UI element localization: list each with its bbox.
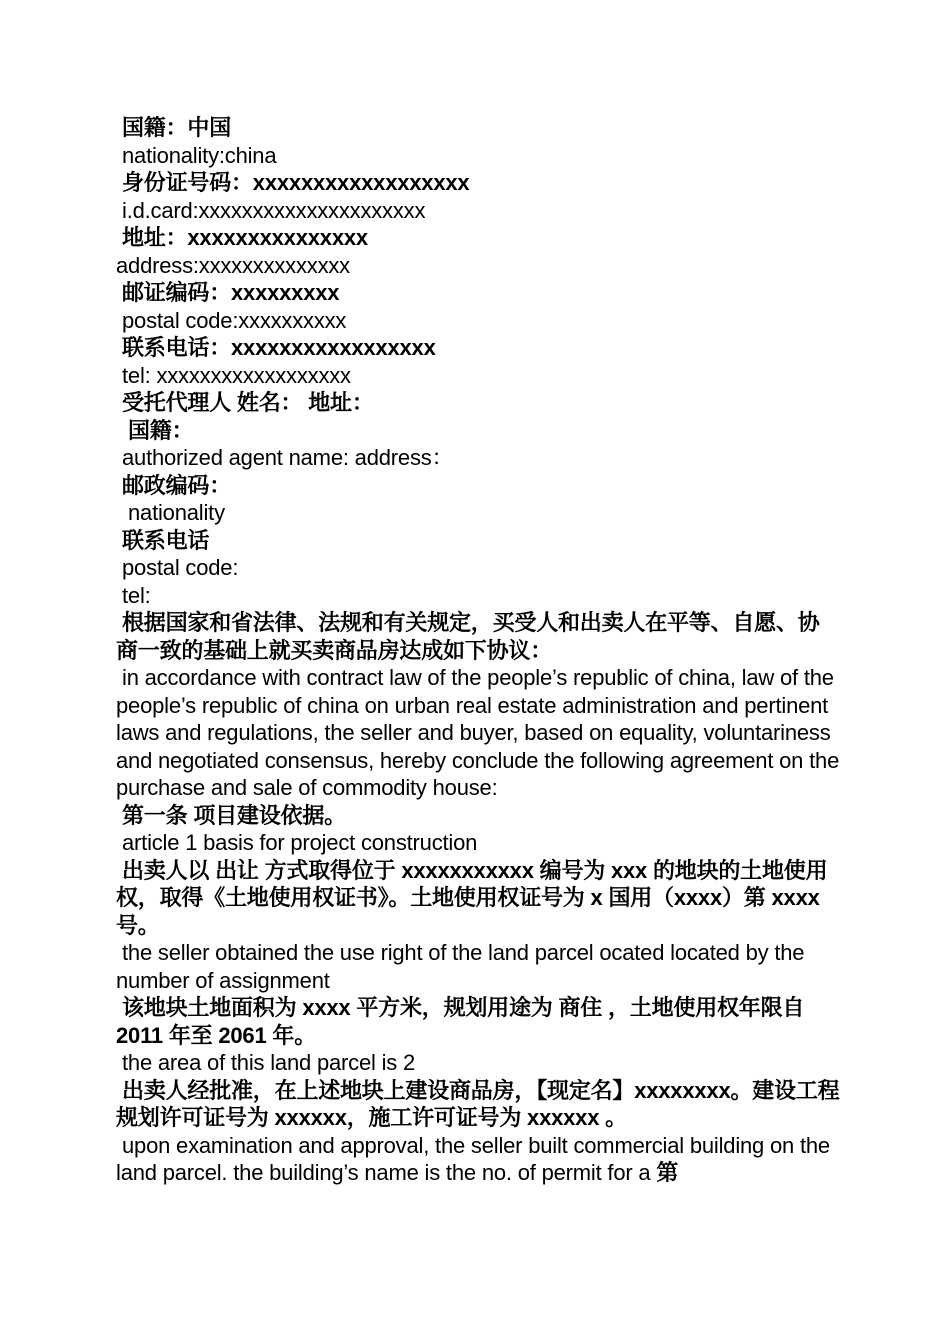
agent-cn: 受托代理人 姓名： 地址： (122, 390, 374, 415)
land-paragraph-en: the seller obtained the use right of the land parcel ocated located by the number of assignment (116, 940, 805, 993)
tel-cn: 联系电话：xxxxxxxxxxxxxxxxx (122, 335, 436, 360)
address-cn: 地址：xxxxxxxxxxxxxxx (122, 225, 368, 250)
postal-cn: 邮证编码：xxxxxxxxx (122, 280, 340, 305)
agent-nationality-cn: 国籍： (128, 417, 194, 443)
area-paragraph-en: the area of this land parcel is 2 (122, 1050, 416, 1075)
postal-en: postal code:xxxxxxxxxx (122, 307, 347, 333)
area-paragraph-cn: 该地块土地面积为 xxxx 平方米，规划用途为 商住 ，土地使用权年限自 2011 年至 2061 年。 (116, 995, 805, 1048)
agent-tel-cn: 联系电话 (122, 527, 210, 553)
build-paragraph-tail-cn: 第 (656, 1160, 679, 1185)
land-paragraph-cn: 出卖人以 出让 方式取得位于 xxxxxxxxxxx 编号为 xxx 的地块的土地使用权，取得《土地使用权证书》。土地使用权证号为 x 国用（xxxx）第 xxxx 号。 (116, 857, 828, 938)
address-en: address:xxxxxxxxxxxxxx (116, 252, 350, 278)
nationality-cn: 国籍：中国 (122, 115, 232, 140)
preamble-cn: 根据国家和省法律、法规和有关规定，买受人和出卖人在平等、自愿、协商一致的基础上就买卖商品房达成如下协议： (116, 610, 820, 663)
agent-postal-cn: 邮政编码： (122, 472, 232, 498)
build-paragraph-en-text: upon examination and approval, the seller built commercial building on the land parcel. the building’s name is the no. of permit for a (116, 1132, 830, 1185)
tel-en: tel: xxxxxxxxxxxxxxxxxx (122, 362, 351, 388)
article1-heading-en: article 1 basis for project construction (122, 830, 478, 855)
build-paragraph-en (116, 1132, 840, 1187)
build-paragraph-cn: 出卖人经批准，在上述地块上建设商品房，【现定名】xxxxxxxx。建设工程规划许可证号为 xxxxxx，施工许可证号为 xxxxxx 。 (116, 1077, 840, 1130)
nationality-en: nationality:china (122, 142, 277, 168)
article1-heading-cn: 第一条 项目建设依据。 (122, 802, 346, 828)
preamble-en: in accordance with contract law of the people’s republic of china, law of the people’s republic of china on urban real estate administration and pertinent laws and regulations, the seller and buyer, based on equality, voluntariness and negotiated consensus, hereby conclude the following agreement on the purchase and sale of commodity house: (116, 665, 840, 800)
agent-postal-en: postal code: (122, 555, 239, 580)
idcard-en: i.d.card:xxxxxxxxxxxxxxxxxxxxx (122, 197, 426, 223)
agent-nationality-en: nationality (128, 500, 225, 525)
document-body (116, 114, 840, 1187)
idcard-cn: 身份证号码：xxxxxxxxxxxxxxxxxx (122, 170, 470, 195)
agent-en: authorized agent name: address： (122, 445, 454, 470)
agent-tel-en: tel: (122, 582, 151, 608)
